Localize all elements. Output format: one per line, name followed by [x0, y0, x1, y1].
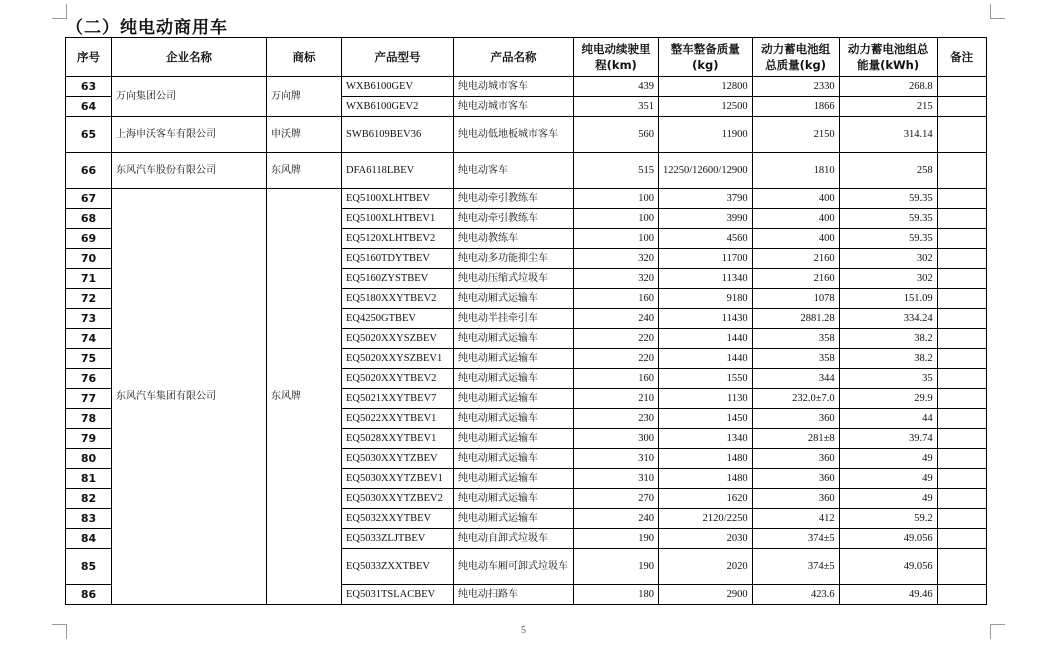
model-cell: EQ5031TSLACBEV — [342, 585, 454, 605]
seq-cell: 69 — [66, 229, 112, 249]
energy-cell: 49 — [839, 469, 937, 489]
remarks-cell — [937, 329, 986, 349]
energy-cell: 59.35 — [839, 229, 937, 249]
model-cell: EQ5032XXYTBEV — [342, 509, 454, 529]
product-cell: 纯电动教练车 — [454, 229, 574, 249]
table-row — [66, 77, 987, 97]
mass-cell: 1130 — [659, 389, 753, 409]
battery-mass-cell: 2160 — [752, 249, 839, 269]
seq-cell: 79 — [66, 429, 112, 449]
battery-mass-cell: 360 — [752, 469, 839, 489]
energy-cell: 268.8 — [839, 77, 937, 97]
model-cell: EQ5028XXYTBEV1 — [342, 429, 454, 449]
model-cell: EQ5160ZYSTBEV — [342, 269, 454, 289]
product-cell: 纯电动自卸式垃圾车 — [454, 529, 574, 549]
energy-cell: 302 — [839, 249, 937, 269]
mass-cell: 1620 — [659, 489, 753, 509]
energy-cell: 38.2 — [839, 349, 937, 369]
product-cell: 纯电动厢式运输车 — [454, 329, 574, 349]
remarks-cell — [937, 309, 986, 329]
product-cell: 纯电动厢式运输车 — [454, 509, 574, 529]
battery-mass-cell: 400 — [752, 189, 839, 209]
seq-cell: 68 — [66, 209, 112, 229]
seq-cell: 73 — [66, 309, 112, 329]
company-cell: 万向集团公司 — [112, 77, 267, 117]
header-row — [66, 38, 987, 77]
range-cell: 320 — [574, 269, 659, 289]
product-cell: 纯电动扫路车 — [454, 585, 574, 605]
model-cell: EQ4250GTBEV — [342, 309, 454, 329]
mass-cell: 11430 — [659, 309, 753, 329]
mass-cell: 2030 — [659, 529, 753, 549]
mass-cell: 1440 — [659, 349, 753, 369]
product-cell: 纯电动客车 — [454, 153, 574, 189]
brand-cell: 东风牌 — [267, 189, 342, 605]
battery-mass-cell: 1078 — [752, 289, 839, 309]
product-cell: 纯电动厢式运输车 — [454, 489, 574, 509]
range-cell: 310 — [574, 449, 659, 469]
energy-cell: 258 — [839, 153, 937, 189]
energy-cell: 334.24 — [839, 309, 937, 329]
energy-cell: 215 — [839, 97, 937, 117]
energy-cell: 38.2 — [839, 329, 937, 349]
battery-mass-cell: 358 — [752, 349, 839, 369]
brand-cell: 东风牌 — [267, 153, 342, 189]
remarks-cell — [937, 449, 986, 469]
header-remarks: 备注 — [937, 38, 986, 77]
header-range: 纯电动续驶里程(km) — [574, 38, 659, 77]
vehicle-table — [65, 37, 987, 605]
range-cell: 100 — [574, 189, 659, 209]
crop-mark-top-right — [990, 4, 1005, 19]
mass-cell: 11900 — [659, 117, 753, 153]
battery-mass-cell: 281±8 — [752, 429, 839, 449]
range-cell: 320 — [574, 249, 659, 269]
range-cell: 300 — [574, 429, 659, 449]
battery-mass-cell: 2160 — [752, 269, 839, 289]
mass-cell: 2900 — [659, 585, 753, 605]
model-cell: EQ5020XXYSZBEV — [342, 329, 454, 349]
product-cell: 纯电动多功能抑尘车 — [454, 249, 574, 269]
model-cell: WXB6100GEV — [342, 77, 454, 97]
header-energy: 动力蓄电池组总能量(kWh) — [839, 38, 937, 77]
remarks-cell — [937, 509, 986, 529]
model-cell: EQ5180XXYTBEV2 — [342, 289, 454, 309]
header-product: 产品名称 — [454, 38, 574, 77]
remarks-cell — [937, 269, 986, 289]
energy-cell: 29.9 — [839, 389, 937, 409]
table-row — [66, 153, 987, 189]
energy-cell: 59.2 — [839, 509, 937, 529]
header-brand: 商标 — [267, 38, 342, 77]
seq-cell: 71 — [66, 269, 112, 289]
remarks-cell — [937, 153, 986, 189]
energy-cell: 151.09 — [839, 289, 937, 309]
energy-cell: 49 — [839, 489, 937, 509]
range-cell: 180 — [574, 585, 659, 605]
seq-cell: 84 — [66, 529, 112, 549]
product-cell: 纯电动城市客车 — [454, 97, 574, 117]
energy-cell: 39.74 — [839, 429, 937, 449]
mass-cell: 3790 — [659, 189, 753, 209]
range-cell: 160 — [574, 369, 659, 389]
remarks-cell — [937, 389, 986, 409]
product-cell: 纯电动厢式运输车 — [454, 289, 574, 309]
range-cell: 100 — [574, 209, 659, 229]
model-cell: EQ5120XLHTBEV2 — [342, 229, 454, 249]
mass-cell: 12500 — [659, 97, 753, 117]
battery-mass-cell: 374±5 — [752, 549, 839, 585]
mass-cell: 12800 — [659, 77, 753, 97]
brand-cell: 万向牌 — [267, 77, 342, 117]
mass-cell: 11700 — [659, 249, 753, 269]
seq-cell: 70 — [66, 249, 112, 269]
battery-mass-cell: 2330 — [752, 77, 839, 97]
battery-mass-cell: 232.0±7.0 — [752, 389, 839, 409]
seq-cell: 75 — [66, 349, 112, 369]
battery-mass-cell: 358 — [752, 329, 839, 349]
seq-cell: 80 — [66, 449, 112, 469]
product-cell: 纯电动厢式运输车 — [454, 469, 574, 489]
range-cell: 190 — [574, 529, 659, 549]
product-cell: 纯电动牵引教练车 — [454, 209, 574, 229]
mass-cell: 1550 — [659, 369, 753, 389]
model-cell: EQ5021XXYTBEV7 — [342, 389, 454, 409]
header-seq: 序号 — [66, 38, 112, 77]
mass-cell: 11340 — [659, 269, 753, 289]
seq-cell: 67 — [66, 189, 112, 209]
battery-mass-cell: 360 — [752, 409, 839, 429]
remarks-cell — [937, 289, 986, 309]
seq-cell: 82 — [66, 489, 112, 509]
remarks-cell — [937, 229, 986, 249]
product-cell: 纯电动厢式运输车 — [454, 409, 574, 429]
model-cell: EQ5020XXYTBEV2 — [342, 369, 454, 389]
range-cell: 100 — [574, 229, 659, 249]
brand-cell: 申沃牌 — [267, 117, 342, 153]
range-cell: 190 — [574, 549, 659, 585]
remarks-cell — [937, 209, 986, 229]
model-cell: EQ5020XXYSZBEV1 — [342, 349, 454, 369]
energy-cell: 49 — [839, 449, 937, 469]
mass-cell: 12250/12600/12900 — [659, 153, 753, 189]
model-cell: WXB6100GEV2 — [342, 97, 454, 117]
seq-cell: 78 — [66, 409, 112, 429]
remarks-cell — [937, 117, 986, 153]
seq-cell: 63 — [66, 77, 112, 97]
range-cell: 515 — [574, 153, 659, 189]
seq-cell: 81 — [66, 469, 112, 489]
table-row — [66, 117, 987, 153]
energy-cell: 314.14 — [839, 117, 937, 153]
range-cell: 160 — [574, 289, 659, 309]
mass-cell: 3990 — [659, 209, 753, 229]
product-cell: 纯电动厢式运输车 — [454, 369, 574, 389]
energy-cell: 49.056 — [839, 529, 937, 549]
battery-mass-cell: 1866 — [752, 97, 839, 117]
model-cell: EQ5160TDYTBEV — [342, 249, 454, 269]
company-cell: 东风汽车集团有限公司 — [112, 189, 267, 605]
model-cell: EQ5030XXYTZBEV1 — [342, 469, 454, 489]
range-cell: 560 — [574, 117, 659, 153]
product-cell: 纯电动低地板城市客车 — [454, 117, 574, 153]
product-cell: 纯电动厢式运输车 — [454, 449, 574, 469]
remarks-cell — [937, 409, 986, 429]
battery-mass-cell: 1810 — [752, 153, 839, 189]
energy-cell: 49.056 — [839, 549, 937, 585]
mass-cell: 9180 — [659, 289, 753, 309]
remarks-cell — [937, 469, 986, 489]
product-cell: 纯电动车厢可卸式垃圾车 — [454, 549, 574, 585]
product-cell: 纯电动半挂牵引车 — [454, 309, 574, 329]
battery-mass-cell: 344 — [752, 369, 839, 389]
seq-cell: 64 — [66, 97, 112, 117]
seq-cell: 85 — [66, 549, 112, 585]
battery-mass-cell: 2150 — [752, 117, 839, 153]
product-cell: 纯电动压缩式垃圾车 — [454, 269, 574, 289]
energy-cell: 302 — [839, 269, 937, 289]
product-cell: 纯电动牵引教练车 — [454, 189, 574, 209]
seq-cell: 65 — [66, 117, 112, 153]
remarks-cell — [937, 585, 986, 605]
model-cell: EQ5100XLHTBEV — [342, 189, 454, 209]
seq-cell: 66 — [66, 153, 112, 189]
mass-cell: 2020 — [659, 549, 753, 585]
mass-cell: 2120/2250 — [659, 509, 753, 529]
product-cell: 纯电动厢式运输车 — [454, 429, 574, 449]
energy-cell: 35 — [839, 369, 937, 389]
model-cell: EQ5100XLHTBEV1 — [342, 209, 454, 229]
remarks-cell — [937, 77, 986, 97]
product-cell: 纯电动厢式运输车 — [454, 389, 574, 409]
mass-cell: 1440 — [659, 329, 753, 349]
seq-cell: 77 — [66, 389, 112, 409]
header-company: 企业名称 — [112, 38, 267, 77]
battery-mass-cell: 412 — [752, 509, 839, 529]
battery-mass-cell: 423.6 — [752, 585, 839, 605]
energy-cell: 59.35 — [839, 189, 937, 209]
battery-mass-cell: 2881.28 — [752, 309, 839, 329]
range-cell: 220 — [574, 349, 659, 369]
mass-cell: 4560 — [659, 229, 753, 249]
range-cell: 220 — [574, 329, 659, 349]
range-cell: 310 — [574, 469, 659, 489]
range-cell: 351 — [574, 97, 659, 117]
model-cell: EQ5033ZXXTBEV — [342, 549, 454, 585]
range-cell: 240 — [574, 309, 659, 329]
battery-mass-cell: 360 — [752, 449, 839, 469]
energy-cell: 49.46 — [839, 585, 937, 605]
remarks-cell — [937, 349, 986, 369]
company-cell: 上海申沃客车有限公司 — [112, 117, 267, 153]
remarks-cell — [937, 549, 986, 585]
range-cell: 270 — [574, 489, 659, 509]
section-title: （二）纯电动商用车 — [66, 18, 228, 38]
header-mass: 整车整备质量(kg) — [659, 38, 753, 77]
product-cell: 纯电动城市客车 — [454, 77, 574, 97]
page-number: 5 — [521, 625, 526, 636]
seq-cell: 72 — [66, 289, 112, 309]
mass-cell: 1480 — [659, 449, 753, 469]
remarks-cell — [937, 249, 986, 269]
remarks-cell — [937, 97, 986, 117]
remarks-cell — [937, 369, 986, 389]
battery-mass-cell: 400 — [752, 229, 839, 249]
remarks-cell — [937, 529, 986, 549]
range-cell: 230 — [574, 409, 659, 429]
product-cell: 纯电动厢式运输车 — [454, 349, 574, 369]
battery-mass-cell: 400 — [752, 209, 839, 229]
mass-cell: 1340 — [659, 429, 753, 449]
model-cell: EQ5033ZLJTBEV — [342, 529, 454, 549]
model-cell: SWB6109BEV36 — [342, 117, 454, 153]
seq-cell: 86 — [66, 585, 112, 605]
range-cell: 439 — [574, 77, 659, 97]
seq-cell: 74 — [66, 329, 112, 349]
mass-cell: 1450 — [659, 409, 753, 429]
energy-cell: 44 — [839, 409, 937, 429]
crop-mark-top-left — [52, 4, 67, 19]
remarks-cell — [937, 189, 986, 209]
model-cell: EQ5030XXYTZBEV — [342, 449, 454, 469]
model-cell: EQ5030XXYTZBEV2 — [342, 489, 454, 509]
company-cell: 东风汽车股份有限公司 — [112, 153, 267, 189]
remarks-cell — [937, 489, 986, 509]
range-cell: 210 — [574, 389, 659, 409]
remarks-cell — [937, 429, 986, 449]
model-cell: EQ5022XXYTBEV1 — [342, 409, 454, 429]
table-row — [66, 189, 987, 209]
header-model: 产品型号 — [342, 38, 454, 77]
seq-cell: 76 — [66, 369, 112, 389]
battery-mass-cell: 360 — [752, 489, 839, 509]
seq-cell: 83 — [66, 509, 112, 529]
mass-cell: 1480 — [659, 469, 753, 489]
battery-mass-cell: 374±5 — [752, 529, 839, 549]
energy-cell: 59.35 — [839, 209, 937, 229]
model-cell: DFA6118LBEV — [342, 153, 454, 189]
range-cell: 240 — [574, 509, 659, 529]
header-battery-mass: 动力蓄电池组总质量(kg) — [752, 38, 839, 77]
